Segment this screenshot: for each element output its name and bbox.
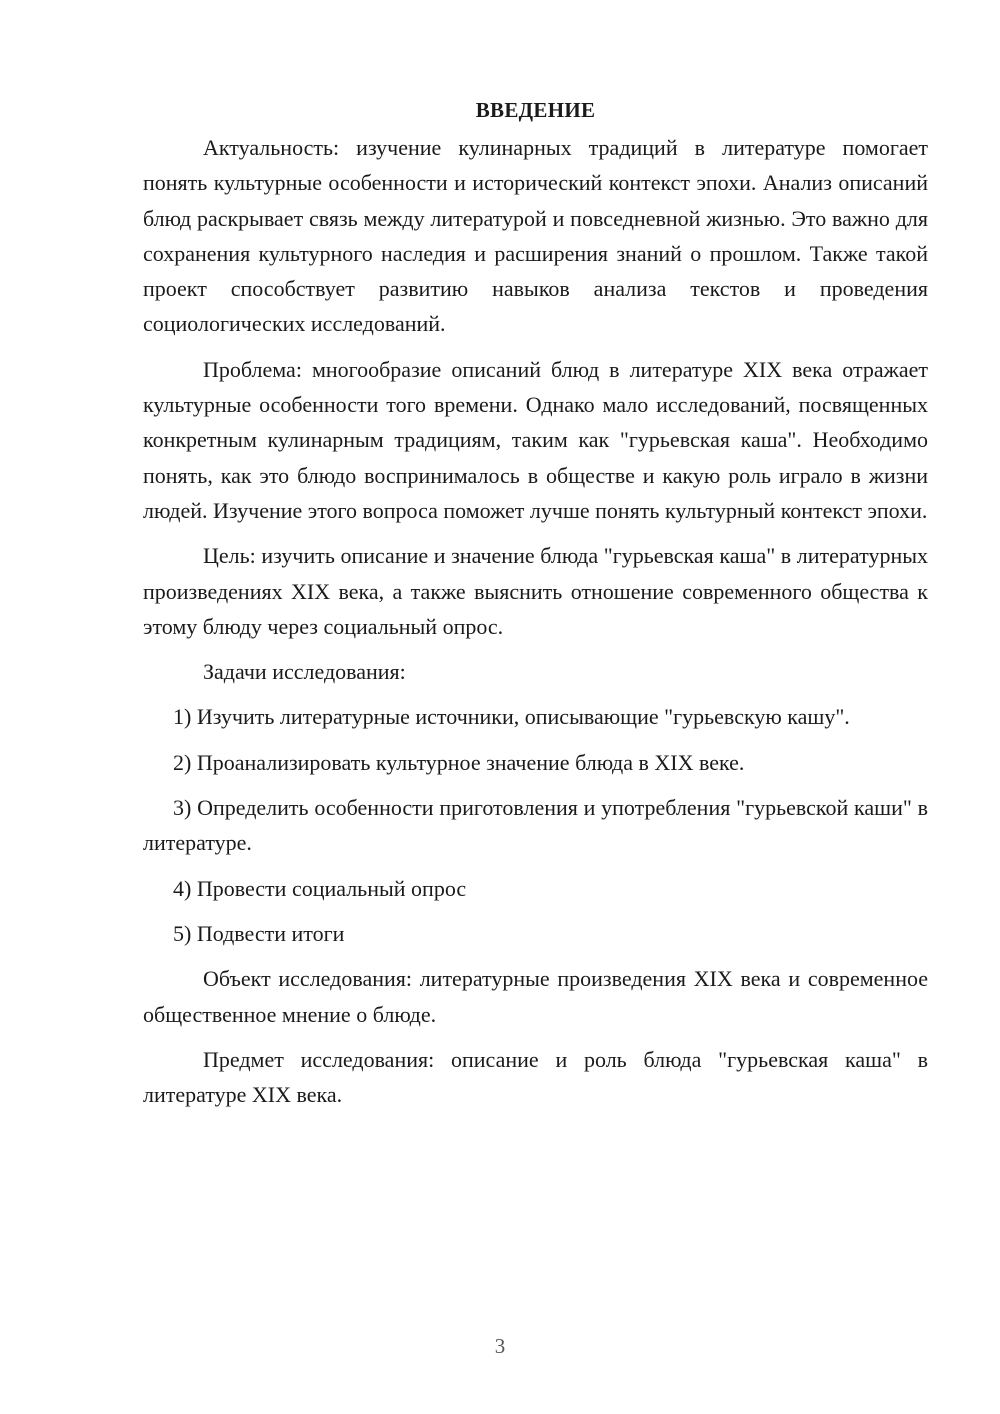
relevance-paragraph: Актуальность: изучение кулинарных традиций в литературе помогает понять культурные особенности и исторический контекст эпохи. Анализ описаний блюд раскрывает связь между литературой и повседневной жизнью. Это важно для сохранения культурного наследия и расширения знаний о прошлом. Также такой проект способствует развитию навыков анализа текстов и проведения социологических исследований. [143, 135, 928, 337]
page-number: 3 [494, 1334, 506, 1358]
page-title: ВВЕДЕНИЕ [475, 98, 596, 122]
task-item-4: 4) Провести социальный опрос [173, 875, 467, 901]
task-item-1: 1) Изучить литературные источники, описывающие "гурьевскую кашу". [173, 704, 850, 730]
task-item-2: 2) Проанализировать культурное значение блюда в XIX веке. [173, 749, 745, 775]
subject-paragraph: Предмет исследования: описание и роль блюда "гурьевская каша" в литературе XIX века. [143, 1046, 928, 1108]
tasks-title: Задачи исследования: [203, 659, 406, 685]
task-item-5: 5) Подвести итоги [173, 920, 345, 946]
problem-paragraph: Проблема: многообразие описаний блюд в литературе XIX века отражает культурные особенности того времени. Однако мало исследований, посвященных конкретным кулинарным традициям, таким как "гурьевская каша". Необходимо понять, как это блюдо воспринималось в обществе и какую роль играло в жизни людей. Изучение этого вопроса поможет лучше понять культурный контекст эпохи. [143, 356, 928, 523]
goal-paragraph: Цель: изучить описание и значение блюда "гурьевская каша" в литературных произведениях XIX века, а также выяснить отношение современного общества к этому блюду через социальный опрос. [143, 543, 928, 639]
task-item-3: 3) Определить особенности приготовления и употребления "гурьевской каши" в литературе. [143, 795, 928, 856]
document-page [143, 92, 928, 1122]
object-paragraph: Объект исследования: литературные произведения XIX века и современное общественное мнение о блюде. [143, 966, 928, 1027]
